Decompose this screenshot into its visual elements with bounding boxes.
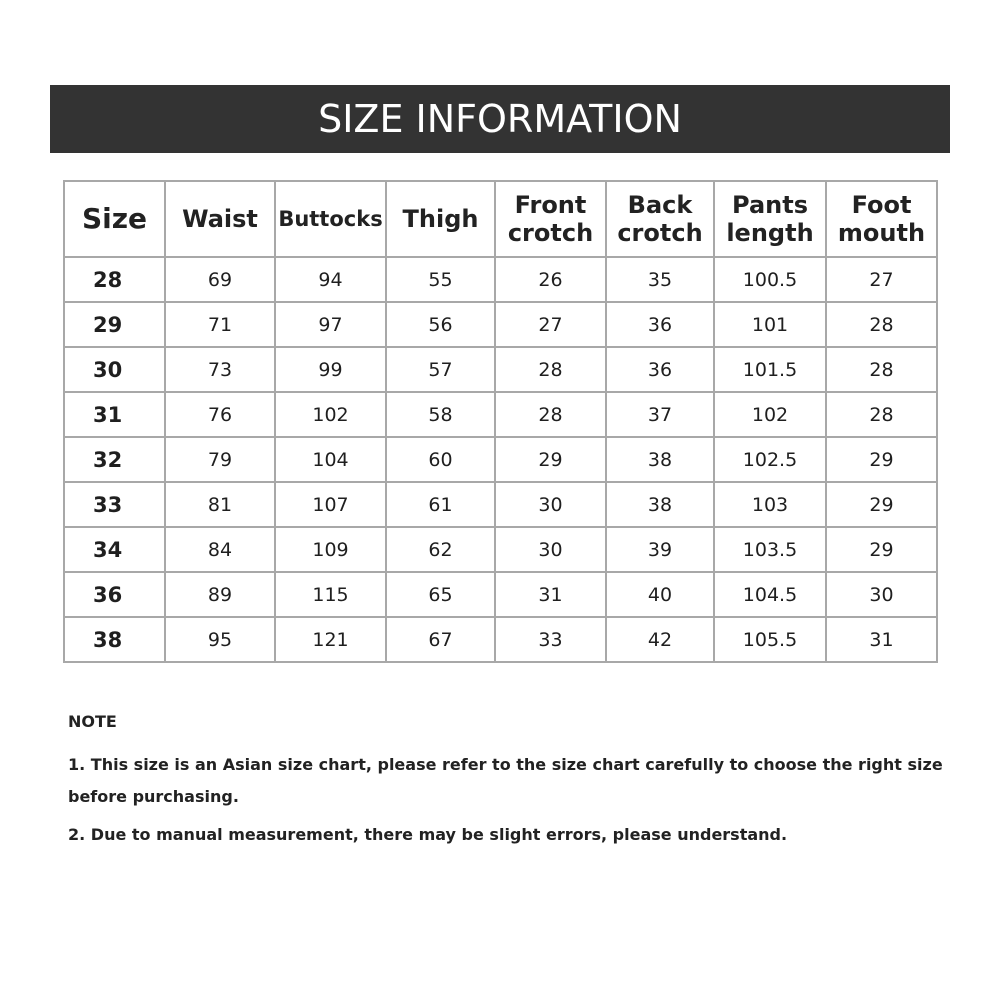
cell-pants-length: 102 xyxy=(714,392,826,437)
cell-size: 34 xyxy=(64,527,165,572)
size-chart-table xyxy=(63,180,938,663)
cell-thigh: 61 xyxy=(386,482,495,527)
cell-waist: 89 xyxy=(165,572,275,617)
cell-thigh: 58 xyxy=(386,392,495,437)
cell-waist: 76 xyxy=(165,392,275,437)
cell-back-crotch: 38 xyxy=(606,437,714,482)
table-row xyxy=(64,302,937,347)
cell-size: 30 xyxy=(64,347,165,392)
header-size: Size xyxy=(64,181,165,257)
cell-pants-length: 100.5 xyxy=(714,257,826,302)
cell-buttocks: 99 xyxy=(275,347,386,392)
cell-thigh: 60 xyxy=(386,437,495,482)
cell-buttocks: 107 xyxy=(275,482,386,527)
table-row xyxy=(64,527,937,572)
cell-thigh: 62 xyxy=(386,527,495,572)
note-line-2: 2. Due to manual measurement, there may be slight errors, please understand. xyxy=(68,825,788,844)
cell-back-crotch: 42 xyxy=(606,617,714,662)
cell-waist: 81 xyxy=(165,482,275,527)
cell-waist: 79 xyxy=(165,437,275,482)
note-heading: NOTE xyxy=(68,712,117,731)
cell-front-crotch: 28 xyxy=(495,392,606,437)
cell-foot-mouth: 30 xyxy=(826,572,937,617)
cell-back-crotch: 40 xyxy=(606,572,714,617)
header-back-crotch: Back crotch xyxy=(606,181,714,257)
page-title: SIZE INFORMATION xyxy=(318,97,682,141)
header-buttocks: Buttocks xyxy=(275,181,386,257)
cell-foot-mouth: 31 xyxy=(826,617,937,662)
cell-size: 29 xyxy=(64,302,165,347)
cell-pants-length: 105.5 xyxy=(714,617,826,662)
table-row xyxy=(64,482,937,527)
cell-thigh: 56 xyxy=(386,302,495,347)
cell-pants-length: 101.5 xyxy=(714,347,826,392)
cell-size: 38 xyxy=(64,617,165,662)
cell-pants-length: 104.5 xyxy=(714,572,826,617)
cell-front-crotch: 29 xyxy=(495,437,606,482)
cell-foot-mouth: 27 xyxy=(826,257,937,302)
cell-front-crotch: 28 xyxy=(495,347,606,392)
cell-size: 32 xyxy=(64,437,165,482)
cell-foot-mouth: 29 xyxy=(826,437,937,482)
cell-back-crotch: 39 xyxy=(606,527,714,572)
cell-thigh: 65 xyxy=(386,572,495,617)
cell-pants-length: 103.5 xyxy=(714,527,826,572)
table-row xyxy=(64,437,937,482)
cell-buttocks: 97 xyxy=(275,302,386,347)
cell-buttocks: 94 xyxy=(275,257,386,302)
cell-buttocks: 102 xyxy=(275,392,386,437)
cell-front-crotch: 30 xyxy=(495,527,606,572)
table-row xyxy=(64,347,937,392)
cell-size: 28 xyxy=(64,257,165,302)
cell-thigh: 67 xyxy=(386,617,495,662)
table-row xyxy=(64,572,937,617)
cell-back-crotch: 35 xyxy=(606,257,714,302)
cell-foot-mouth: 29 xyxy=(826,482,937,527)
header-thigh: Thigh xyxy=(386,181,495,257)
cell-waist: 69 xyxy=(165,257,275,302)
cell-buttocks: 115 xyxy=(275,572,386,617)
cell-foot-mouth: 29 xyxy=(826,527,937,572)
table-row xyxy=(64,257,937,302)
cell-waist: 84 xyxy=(165,527,275,572)
cell-front-crotch: 26 xyxy=(495,257,606,302)
cell-pants-length: 103 xyxy=(714,482,826,527)
cell-pants-length: 102.5 xyxy=(714,437,826,482)
cell-foot-mouth: 28 xyxy=(826,392,937,437)
cell-front-crotch: 31 xyxy=(495,572,606,617)
note-section xyxy=(68,712,948,857)
cell-foot-mouth: 28 xyxy=(826,347,937,392)
cell-waist: 73 xyxy=(165,347,275,392)
cell-buttocks: 104 xyxy=(275,437,386,482)
title-banner xyxy=(50,85,950,153)
cell-foot-mouth: 28 xyxy=(826,302,937,347)
cell-thigh: 55 xyxy=(386,257,495,302)
cell-back-crotch: 36 xyxy=(606,347,714,392)
header-row xyxy=(64,181,937,257)
cell-size: 36 xyxy=(64,572,165,617)
cell-waist: 71 xyxy=(165,302,275,347)
cell-back-crotch: 38 xyxy=(606,482,714,527)
cell-thigh: 57 xyxy=(386,347,495,392)
table-row xyxy=(64,617,937,662)
cell-size: 31 xyxy=(64,392,165,437)
cell-front-crotch: 33 xyxy=(495,617,606,662)
header-front-crotch: Front crotch xyxy=(495,181,606,257)
cell-back-crotch: 37 xyxy=(606,392,714,437)
cell-front-crotch: 30 xyxy=(495,482,606,527)
cell-front-crotch: 27 xyxy=(495,302,606,347)
note-line-1: 1. This size is an Asian size chart, please refer to the size chart carefully to choose the right size before purchasing. xyxy=(68,755,943,806)
header-foot-mouth: Foot mouth xyxy=(826,181,937,257)
header-pants-length: Pants length xyxy=(714,181,826,257)
header-waist: Waist xyxy=(165,181,275,257)
cell-waist: 95 xyxy=(165,617,275,662)
cell-buttocks: 109 xyxy=(275,527,386,572)
table-row xyxy=(64,392,937,437)
cell-size: 33 xyxy=(64,482,165,527)
cell-pants-length: 101 xyxy=(714,302,826,347)
cell-buttocks: 121 xyxy=(275,617,386,662)
cell-back-crotch: 36 xyxy=(606,302,714,347)
